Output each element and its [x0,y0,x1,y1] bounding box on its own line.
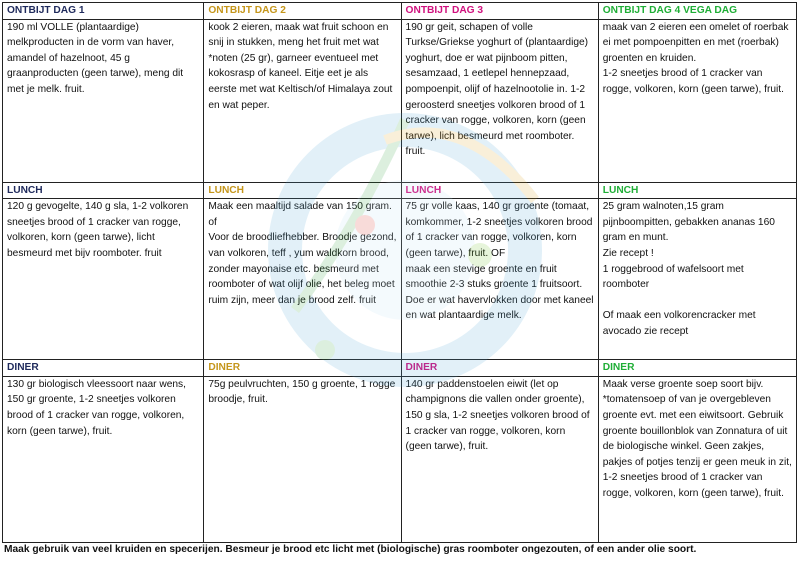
dinner-day4-cell [598,376,796,542]
breakfast-day3-text: 190 gr geit, schapen of volle Turkse/Griekse yoghurt of (plantaardige) yoghurt, doe er wat pijnboom pitten, sesamzaad, 1 eetlepel hennepzaad, pompoenpit, olijf of hazelnootolie in. 1-2 geroosterd sneetjes volkoren brood of 1 cracker van rogge, volkoren, korn (geen tarwe), lich besmeurd met roomboter. fruit. [405,21,589,158]
lunch-day1-header: LUNCH [3,182,204,199]
lunch-day3-text: 75 gr volle kaas, 140 gr groente (tomaat, komkommer, 1-2 sneetjes volkoren brood of 1 cracker van rogge, volkoren, korn (geen tarwe), fruit. OF maak een stevige groente en fruit smoothie 2-3 stuks groente 1 fruitsoort. Doe er wat havervlokken door met kaneel en wat plantaardige melk. [405,201,594,322]
dinner-day4-text: Maak verse groente soep soort bijv. *tomatensoep of van je overgebleven groente evt. met een eiwitsoort. Gebruik groente bouillonblok van Zonnatura of uit de biologische winkel. Geen zakjes, pakjes of potjes tenzij er geen meuk in zit, 1-2 sneetjes brood of 1 cracker van rogge, volkoren, korn (geen tarwe), fruit. [602,378,792,499]
dinner-day1-text: 130 gr biologisch vleessoort naar wens, 150 gr groente, 1-2 sneetjes volkoren brood of 1 cracker van rogge, volkoren, korn (geen tarwe), fruit. [7,378,186,437]
dinner-day1-header: DINER [3,360,204,377]
breakfast-day1-text: 190 ml VOLLE (plantaardige) melkproducten in de vorm van haver, amandel of hazelnoot, 45 g graanproducten (geen tarwe), meng dit met je melk. fruit. [7,21,184,95]
lunch-day4-text: 25 gram walnoten,15 gram pijnboompitten, gebakken ananas 160 gram en munt. Zie recept ! 1 roggebrood of wafelsoort met roomboter Of maak een volkorencracker met avocado zie recept [602,201,775,337]
footer-note: Maak gebruik van veel kruiden en specerijen. Besmeur je brood etc licht met (biologische) gras roomboter ongezouten, of een ander olie soort. [4,544,697,555]
breakfast-header-row [3,3,797,20]
dinner-day3-cell [401,376,598,542]
breakfast-day4-cell [598,19,796,182]
dinner-day3-text: 140 gr paddenstoelen eiwit (let op champignons die vallen onder groente), 150 g sla, 1-2 sneetjes volkoren brood of 1 cracker van rogge, volkoren, korn (geen tarwe), fruit. [405,378,590,453]
breakfast-row [3,19,797,182]
meal-plan-table [2,2,797,543]
lunch-day2-text: Maak een maaltijd salade van 150 gram. of Voor de broodliefhebber. Broodje gezond, van volkoren, teff , yum waldkorn brood, zonder mayonaise etc. besmeurd met roomboter of wat olijf olie, het beleg moet ruim zijn, meer dan je brood zelf. fruit [208,201,397,306]
breakfast-day2-cell [204,19,401,182]
dinner-day3-header: DINER [401,360,598,377]
lunch-day3-cell [401,199,598,360]
lunch-day3-header: LUNCH [401,182,598,199]
breakfast-day2-text: kook 2 eieren, maak wat fruit schoon en snij in stukken, meng het fruit met wat *noten (25 gr), garneer eventueel met kokosrasp of kaneel. Eitje eet je als eerste met wat Keltisch/of Himalaya zout en wat peper. [208,21,393,111]
dinner-day2-header: DINER [204,360,401,377]
dinner-day1-cell [3,376,204,542]
lunch-day4-header: LUNCH [598,182,796,199]
meal-plan-sheet [2,2,797,540]
lunch-day2-cell [204,199,401,360]
dinner-day2-cell [204,376,401,542]
breakfast-day1-cell [3,19,204,182]
dinner-header-row [3,360,797,377]
breakfast-day2-header: ONTBIJT DAG 2 [204,3,401,20]
lunch-day2-header: LUNCH [204,182,401,199]
lunch-day1-text: 120 g gevogelte, 140 g sla, 1-2 volkoren sneetjes brood of 1 cracker van rogge, volkoren, korn (geen tarwe), licht besmeurd met bijv roomboter. fruit [7,201,189,259]
lunch-row [3,199,797,360]
breakfast-day4-text: maak van 2 eieren een omelet of roerbak ei met pompoenpitten en met (roerbak) groenten en kruiden. 1-2 sneetjes brood of 1 cracker van rogge, volkoren, korn (geen tarwe), fruit. [602,21,789,95]
dinner-row [3,376,797,542]
lunch-day1-cell [3,199,204,360]
lunch-day4-cell [598,199,796,360]
breakfast-day3-cell [401,19,598,182]
lunch-header-row [3,182,797,199]
dinner-day2-text: 75g peulvruchten, 150 g groente, 1 rogge broodje, fruit. [208,378,396,406]
dinner-day4-header: DINER [598,360,796,377]
breakfast-day4-header: ONTBIJT DAG 4 VEGA DAG [598,3,796,20]
breakfast-day1-header: ONTBIJT DAG 1 [3,3,204,20]
breakfast-day3-header: ONTBIJT DAG 3 [401,3,598,20]
